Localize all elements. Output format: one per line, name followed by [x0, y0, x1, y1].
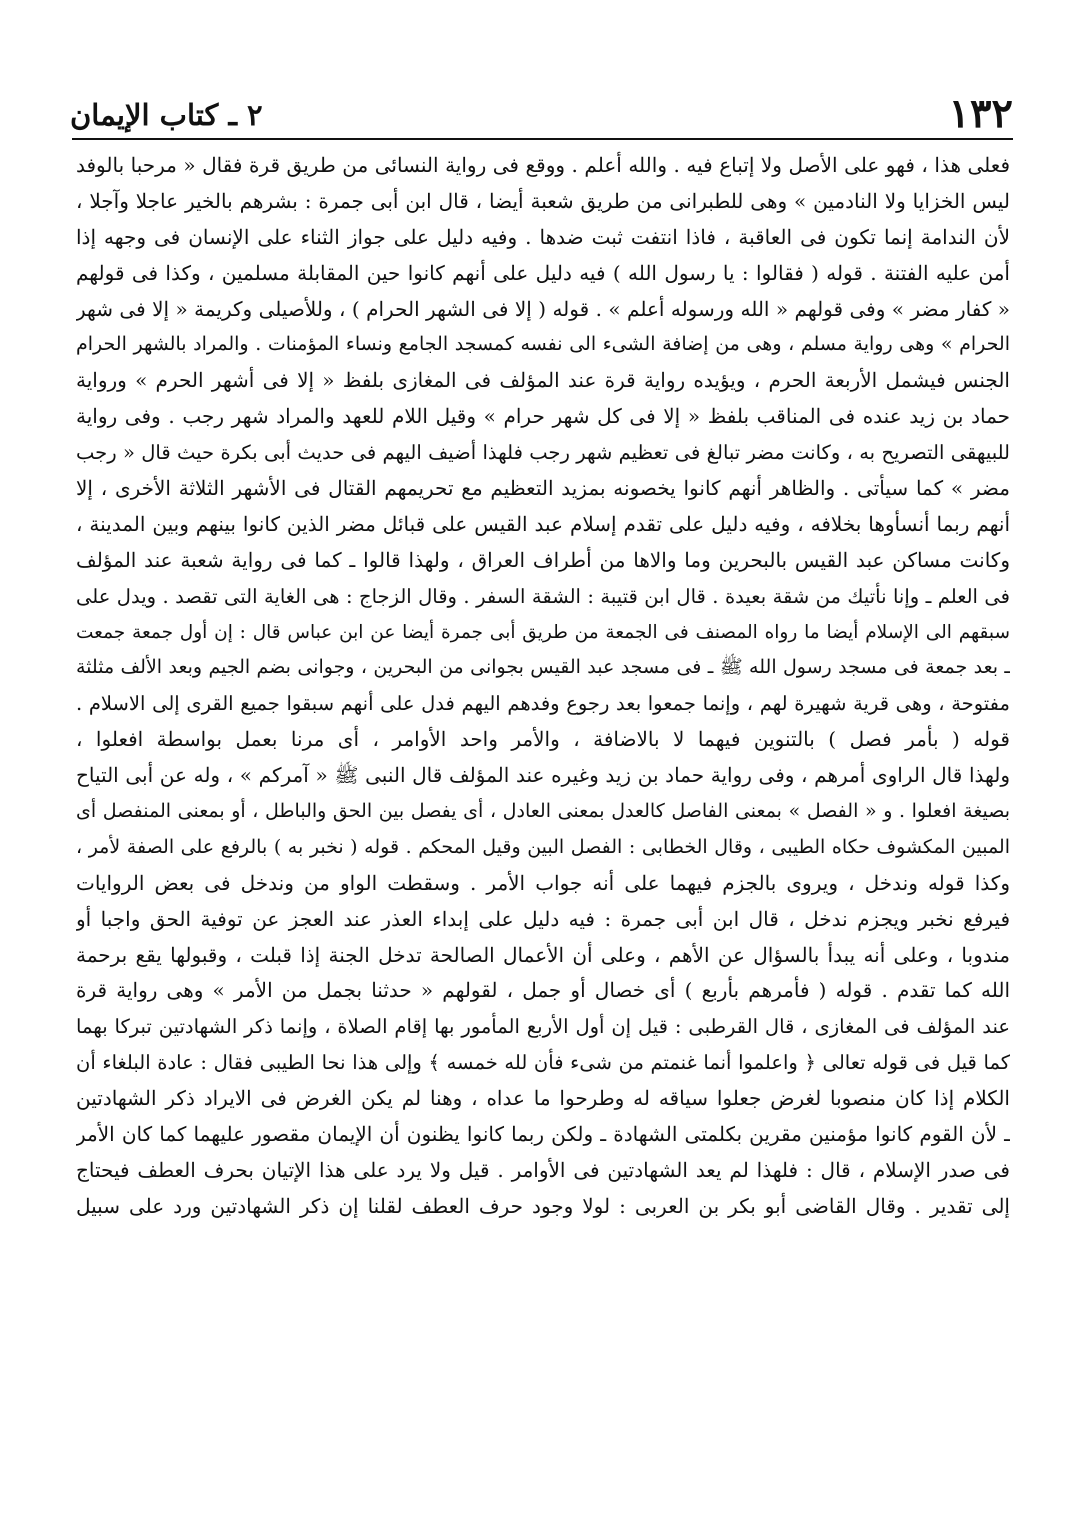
- text-line: ـ بعد جمعة فى مسجد رسول الله ﷺ ـ فى مسجد عبد القيس بجوانى من البحرين ، وجوانى بضم الجيم وبعد الألف مثلثة: [76, 656, 1010, 679]
- text-line: أنهم ربما أنسأوها بخلافه ، وفيه دليل على تقدم إسلام عبد القيس على قبائل مضر الذين كانوا بينهم وبين المدينة ،: [76, 511, 1010, 536]
- text-line: لأن الندامة إنما تكون فى العاقبة ، فاذا انتفت ثبت ضدها . وفيه دليل على جواز الثناء على الإنسان فى وجهه إذا: [76, 224, 1010, 249]
- text-line: سبقهم الى الإسلام أيضا ما رواه المصنف فى الجمعة من طريق أبى جمرة أيضا عن ابن عباس قال : إن أول جمعة جمعت: [76, 621, 1010, 643]
- text-line: حماد بن زيد عنده فى المناقب بلفظ « إلا فى كل شهر حرام » وقيل اللام للعهد والمراد شهر رجب . وفى رواية: [76, 404, 1010, 429]
- text-line: وكانت مساكن عبد القيس بالبحرين وما والاها من أطراف العراق ، ولهذا قالوا ـ كما فى رواية شعبة عند المؤلف: [76, 547, 1010, 572]
- text-line: المبين المكشوف حكاه الطيبى ، وقال الخطابى : الفصل البين وقيل المحكم . قوله ( نخبر به ) بالرفع على الصفة لأمر ،: [76, 835, 1010, 858]
- text-line: مفتوحة ، وهى قرية شهيرة لهم ، وإنما جمعوا بعد رجوع وفدهم اليهم فدل على أنهم سبقوا جميع القرى إلى الاسلام .: [76, 692, 1010, 716]
- header-divider: [72, 138, 1013, 140]
- text-line: عند المؤلف فى المغازى ، قال القرطبى : قيل إن أول الأربع المأمور بها إقام الصلاة ، وإنما ذكر الشهادتين تبركا بهما: [76, 1015, 1010, 1039]
- text-line: فعلى هذا ، فهو على الأصل ولا إتباع فيه . والله أعلم . ووقع فى رواية النسائى من طريق قرة فقال « مرحبا بالوفد: [76, 153, 1010, 177]
- page-header: [70, 78, 1013, 137]
- text-line: فيرفع نخبر ويجزم ندخل ، قال ابن أبى جمرة : فيه دليل على إبداء العذر عند العجز عن توفية الحق واجبا أو: [76, 906, 1010, 931]
- text-line: « كفار مضر » وفى قولهم « الله ورسوله أعلم » . قوله ( إلا فى الشهر الحرام ) ، وللأصيلى وكريمة « إلا فى شهر: [76, 296, 1010, 321]
- body-text: [76, 148, 1010, 1225]
- text-line: ليس الخزايا ولا النادمين » وهى للطبرانى من طريق شعبة أيضا ، قال ابن أبى جمرة : بشرهم بالخير عاجلا وآجلا ،: [76, 188, 1010, 213]
- text-line: قوله ( بأمر فصل ) بالتنوين فيهما لا بالاضافة ، والأمر واحد الأوامر ، أى مرنا بعمل بواسطة افعلوا ،: [76, 727, 1010, 752]
- chapter-title: ٢ ـ كتاب الإيمان: [70, 98, 263, 132]
- text-line: فى العلم ـ وإنا نأتيك من شقة بعيدة . قال ابن قتيبة : الشقة السفر . وقال الزجاج : هى الغاية التى تقصد . ويدل على: [76, 584, 1010, 608]
- text-line: ولهذا قال الراوى أمرهم ، وفى رواية حماد بن زيد وغيره عند المؤلف قال النبى ﷺ « آمركم » ، وله عن أبى التياح: [76, 763, 1010, 788]
- text-line: وكذا قوله وندخل ، ويروى بالجزم فيهما على أنه جواب الأمر . وسقطت الواو من وندخل فى بعض الروايات: [76, 870, 1010, 895]
- text-line: مضر » كما سيأتى . والظاهر أنهم كانوا يخصونه بمزيد التعظيم مع تحريمهم القتال فى الأشهر الثلاثة الأخرى ، إلا: [76, 476, 1010, 501]
- text-line: الجنس فيشمل الأربعة الحرم ، ويؤيده رواية قرة عند المؤلف فى المغازى بلفظ « إلا فى أشهر الحرم » ورواية: [76, 368, 1010, 393]
- text-line: للبيهقى التصريح به ، وكانت مضر تبالغ فى تعظيم شهر رجب فلهذا أضيف اليهم فى حديث أبى بكرة حيث قال « رجب: [76, 441, 1010, 465]
- text-line: الله كما تقدم . قوله ( فأمرهم بأربع ) أى خصال أو جمل ، لقولهم « حدثنا بجمل من الأمر » وهى رواية قرة: [76, 978, 1010, 1003]
- text-line: ـ لأن القوم كانوا مؤمنين مقرين بكلمتى الشهادة ـ ولكن ربما كانوا يظنون أن الإيمان مقصور عليهما كما كان الأمر: [76, 1122, 1010, 1147]
- text-line: إلى تقدير . وقال القاضى أبو بكر بن العربى : لولا وجود حرف العطف لقلنا إن ذكر الشهادتين ورد على سبيل: [76, 1193, 1010, 1218]
- text-line: كما قيل فى قوله تعالى ﴿ واعلموا أنما غنمتم من شىء فأن لله خمسه ﴾ وإلى هذا نحا الطيبى فقال : عادة البلغاء أن: [76, 1051, 1010, 1075]
- text-line: الحرام » وهى رواية مسلم ، وهى من إضافة الشىء الى نفسه كمسجد الجامع ونساء المؤمنات . والمراد بالشهر الحرام: [76, 333, 1010, 356]
- text-line: الكلام إذا كان منصوبا لغرض جعلوا سياقه له وطرحوا ما عداه ، وهنا لم يكن الغرض فى الايراد ذكر الشهادتين: [76, 1086, 1010, 1111]
- text-line: مندوبا ، وعلى أنه يبدأ بالسؤال عن الأهم ، وعلى أن الأعمال الصالحة تدخل الجنة إذا قبلت ، وقبولها يقع برحمة: [76, 942, 1010, 967]
- text-line: فى صدر الإسلام ، قال : فلهذا لم يعد الشهادتين فى الأوامر . قيل ولا يرد على هذا الإتيان بحرف العطف فيحتاج: [76, 1157, 1010, 1182]
- text-line: بصيغة افعلوا . و « الفصل » بمعنى الفاصل كالعدل بمعنى العادل ، أى يفصل بين الحق والباطل ، أو بمعنى المنفصل أى: [76, 800, 1010, 823]
- page-number: ١٣٢: [948, 90, 1013, 137]
- text-line: أمن عليه الفتنة . قوله ( فقالوا : يا رسول الله ) فيه دليل على أنهم كانوا حين المقابلة مسلمين ، وكذا فى قولهم: [76, 260, 1010, 285]
